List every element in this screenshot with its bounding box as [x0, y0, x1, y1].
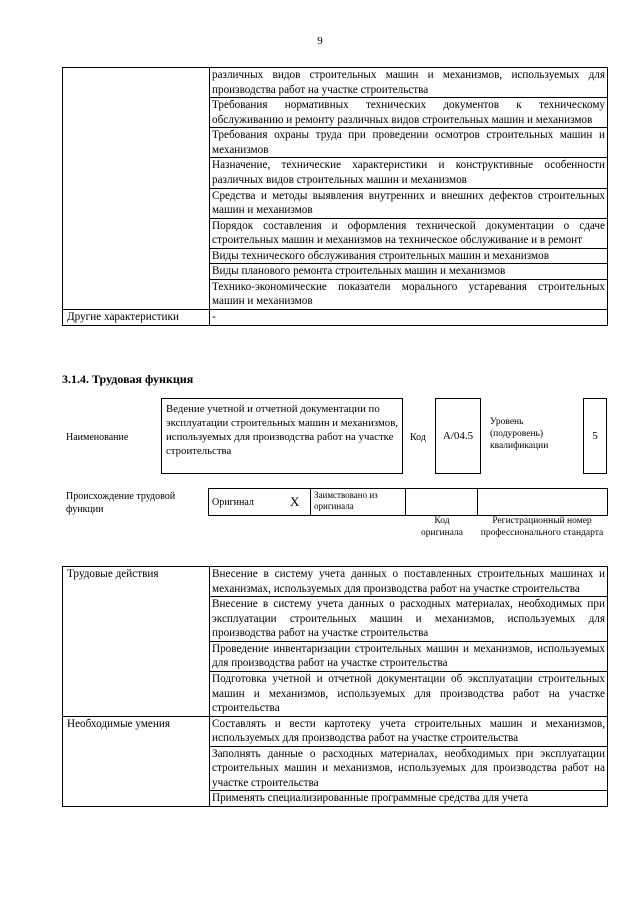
code-label: Код: [410, 432, 426, 443]
row-item: Виды технического обслуживания строительных машин и механизмов: [210, 248, 608, 264]
row-label: Другие характеристики: [63, 310, 210, 326]
section-heading: 3.1.4. Трудовая функция: [62, 372, 194, 386]
origin-divider-1: [310, 488, 311, 516]
table-row: [63, 68, 608, 98]
function-name-box: Ведение учетной и отчетной документации по эксплуатации строительных машин и механизмов, используемых для производства работ на участке строительства: [161, 398, 403, 474]
name-label: Наименование: [66, 432, 129, 443]
row-label: Необходимые умения: [63, 716, 210, 806]
origin-divider-2: [405, 488, 406, 516]
row-label: Трудовые действия: [63, 567, 210, 717]
origin-divider-3: [477, 488, 478, 516]
page-number: 9: [317, 35, 323, 47]
row-item: Заполнять данные о расходных материалах, необходимых при эксплуатации строительных машин и механизмов, используемых для производства работ на участке строительства: [210, 746, 608, 791]
row-item: Составлять и вести картотеку учета строительных машин и механизмов, используемых для производства работ на участке строительства: [210, 716, 608, 746]
row-item: Средства и методы выявления внутренних и внешних дефектов строительных машин и механизмов: [210, 188, 608, 218]
row-item: Внесение в систему учета данных о расходных материалах, необходимых при эксплуатации строительных машин и механизмов, используемых для производства работ на участке строительства: [210, 597, 608, 642]
row-item: Применять специализированные программные средства для учета: [210, 791, 608, 807]
borrowed-label: Заимствовано из оригинала: [314, 490, 378, 511]
row-item: Подготовка учетной и отчетной документации об эксплуатации строительных машин и механизмов, используемых для производства работ на участке строительства: [210, 671, 608, 716]
row-item: Проведение инвентаризации строительных машин и механизмов, используемых для производства работ на участке строительства: [210, 641, 608, 671]
qualification-level-label: Уровень (подуровень) квалификации: [490, 417, 549, 451]
original-label: Оригинал: [212, 497, 254, 508]
origin-row: [208, 488, 608, 516]
code-value-box: А/04.5: [435, 398, 481, 474]
row-item: -: [210, 310, 608, 326]
row-label: [63, 68, 210, 310]
code-original-caption: Код оригинала: [421, 516, 463, 538]
row-item: Требования охраны труда при проведении осмотров строительных машин и механизмов: [210, 128, 608, 158]
row-item: Назначение, технические характеристики и конструктивные особенности различных видов строительных машин и механизмов: [210, 158, 608, 188]
row-item: Технико-экономические показатели морального устаревания строительных машин и механизмов: [210, 279, 608, 309]
row-item: Виды планового ремонта строительных машин и механизмов: [210, 264, 608, 280]
row-item: Порядок составления и оформления технической документации о сдаче строительных машин и механизмов на техническое обслуживание и в ремонт: [210, 218, 608, 248]
row-item: Требования нормативных технических документов к техническому обслуживанию и ремонту различных видов строительных машин и механизмов: [210, 98, 608, 128]
qualification-level-box: 5: [583, 398, 607, 474]
original-mark: X: [290, 494, 300, 509]
table-row: [63, 716, 608, 746]
origin-label: Происхождение трудовой функции: [66, 491, 176, 515]
row-item: Внесение в систему учета данных о поставленных строительных машинах и механизмах, используемых для производства работ на участке строительства: [210, 567, 608, 597]
registration-number-caption: Регистрационный номер профессионального стандарта: [480, 516, 604, 538]
table-row: [63, 567, 608, 597]
row-item: различных видов строительных машин и механизмов, используемых для производства работ на участке строительства: [210, 68, 608, 98]
knowledge-table: [62, 67, 608, 326]
table-row: [63, 310, 608, 326]
labor-actions-table: [62, 566, 608, 807]
